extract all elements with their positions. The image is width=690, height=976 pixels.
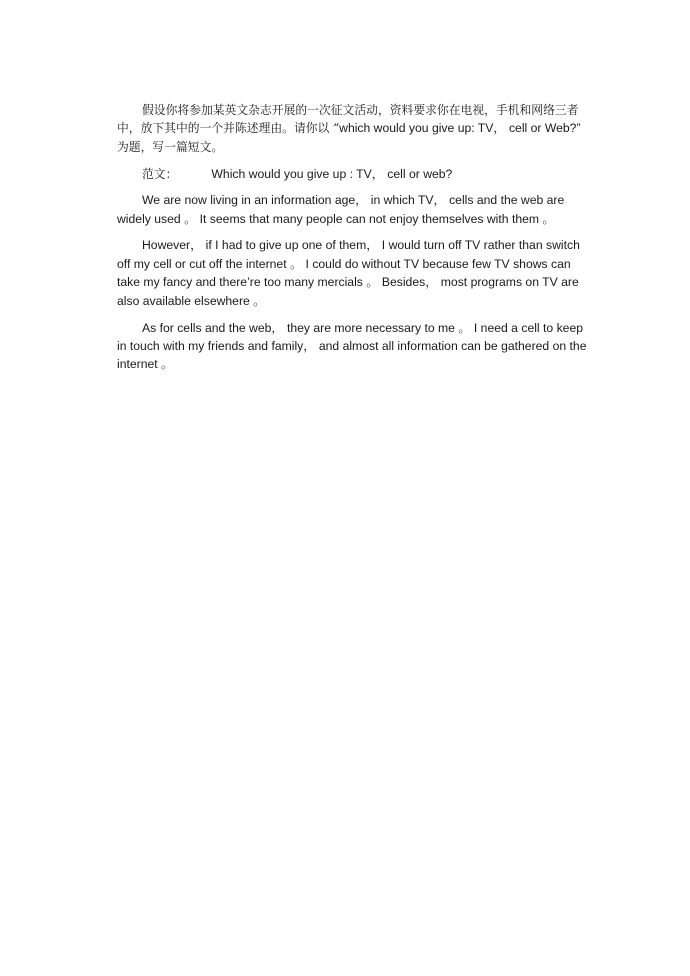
sample-essay-heading [117, 165, 587, 183]
essay-paragraph-2: However， if I had to give up one of them， I would turn off TV rather than switch off my cell or cut off the internet 。 I could do without TV because few TV shows can take my fancy and there’re too many mercials 。 Besides， most programs on TV are also available elsewhere 。 [117, 238, 580, 308]
essay-paragraph-3: As for cells and the web， they are more necessary to me 。 I need a cell to keep in touch with my friends and family， and almost all information can be gathered on the internet 。 [117, 320, 587, 372]
sample-title: Which would you give up : TV， cell or web? [211, 166, 453, 181]
prompt-chinese-intro: 假设你将参加某英文杂志开展的一次征文活动，资料要求你在电视，手机和网络三者中，放下其中的一个并陈述理由。请你以 “ [117, 103, 579, 136]
essay-paragraph-1: We are now living in an information age， in which TV， cells and the web are widely used 。 It seems that many people can not enjoy themselves with them 。 [117, 193, 565, 226]
document-body [117, 101, 587, 382]
prompt-chinese-instruction: 为题，写一篇短文。 [117, 139, 224, 154]
essay-prompt [117, 101, 587, 156]
prompt-english-title: which would you give up: TV， cell or Web?” [339, 121, 581, 136]
sample-label: 范文： [142, 166, 178, 181]
